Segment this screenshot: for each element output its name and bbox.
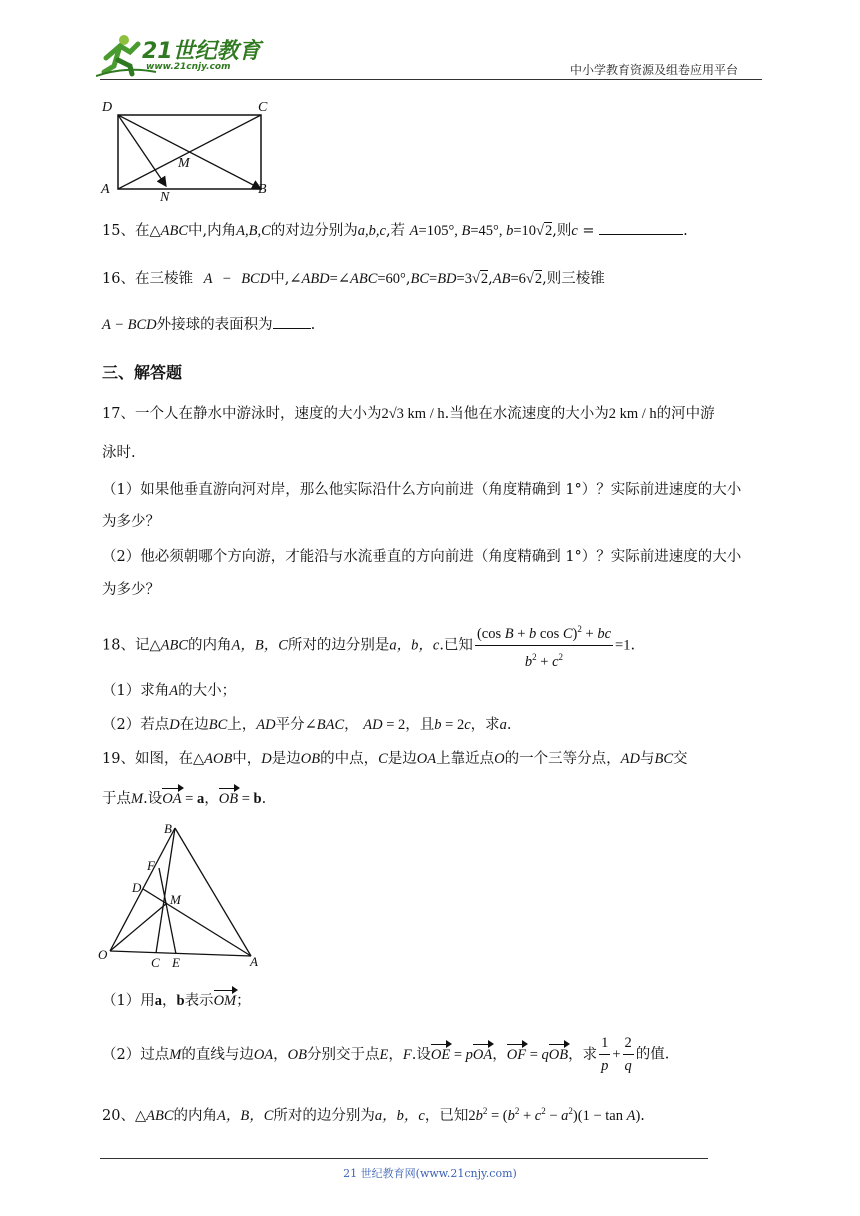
question-19-part1: （1）用a，b表示OM； bbox=[102, 990, 764, 1012]
answer-blank-16[interactable] bbox=[273, 328, 311, 329]
question-18-part2: （2）若点D在边BC上，AD平分∠BAC， AD = 2，且b = 2c，求a. bbox=[102, 717, 512, 733]
question-17-part2b: 为多少？ bbox=[102, 582, 160, 598]
q15-condition: A=105°, B=45°, b=10√2 bbox=[409, 223, 553, 239]
label-E: E bbox=[172, 955, 180, 970]
question-16: 16、在三棱锥 A − BCD中,∠ABD=∠ABC=60°,BC=BD=3√2,AB=6√2,则三棱锥 bbox=[102, 271, 605, 287]
question-20: 20、△ABC的内角A，B，C所对的边分别为a，b，c，已知$2b^2 = (b^2 + c^2 - a^2)(1 - \tan A)$. bbox=[102, 1106, 645, 1124]
header-rule bbox=[100, 79, 762, 80]
question-18-part1: （1）求角A的大小； bbox=[102, 683, 237, 699]
label-F: F bbox=[147, 858, 155, 873]
label-M: M bbox=[178, 156, 190, 171]
label-B: B bbox=[258, 182, 267, 197]
label-C: C bbox=[151, 955, 160, 970]
label-M: M bbox=[170, 892, 181, 907]
label-C: C bbox=[258, 100, 268, 115]
triangle-diagram bbox=[96, 818, 268, 976]
question-18: 18、记△ABC的内角A，B，C所对的边分别是a，b，c.已知 $\frac{(\cos B + b \cos C)^2 + bc}{b^2 + c^2}$ =1. bbox=[102, 618, 764, 673]
platform-name: 中小学教育资源及组卷应用平台 bbox=[570, 63, 739, 77]
question-19: 19、如图，在△AOB中，D是边OB的中点，C是边OA上靠近点O的一个三等分点，AD与BC交 bbox=[102, 751, 688, 767]
logo-url: www.21cnjy.com bbox=[146, 62, 231, 72]
answer-blank-15[interactable] bbox=[599, 234, 683, 235]
question-15: 15、在△ABC中,内角A,B,C的对边分别为a,b,c,若 A=105°, B=45°, b=10√2,则c = . bbox=[102, 223, 688, 239]
question-16-line2: A − BCD外接球的表面积为 . bbox=[102, 317, 316, 333]
label-A: A bbox=[101, 182, 110, 197]
figure-triangle bbox=[96, 818, 268, 976]
question-17: 17、一个人在静水中游泳时，速度的大小为2√3 km / h.当他在水流速度的大小为2 km / h的河中游 bbox=[102, 406, 715, 422]
label-D: D bbox=[102, 100, 113, 115]
question-17-line2: 泳时. bbox=[102, 445, 136, 461]
label-A: A bbox=[250, 954, 258, 969]
label-N: N bbox=[160, 190, 170, 205]
footer-rule bbox=[100, 1158, 708, 1159]
question-19-part2: （2）过点M的直线与边OA，OB分别交于点E，F.设OE = pOA，OF = qOB，求 $\frac{1}{p}$ + $\frac{2}{q}$ 的值. bbox=[102, 1032, 764, 1077]
label-O: O bbox=[98, 947, 108, 962]
logo bbox=[96, 32, 266, 78]
question-17-part2: （2）他必须朝哪个方向游，才能沿与水流垂直的方向前进（角度精确到 1°）？实际前进速度的大小 bbox=[102, 549, 742, 565]
label-D: D bbox=[132, 880, 142, 895]
figure-rectangle bbox=[98, 98, 278, 208]
logo-text: 21世纪教育 bbox=[142, 39, 261, 64]
q18-fraction: $\frac{(\cos B + b \cos C)^2 + bc}{b^2 + c^2}$ bbox=[475, 618, 613, 673]
question-17-part1: （1）如果他垂直游向河对岸，那么他实际沿什么方向前进（角度精确到 1°）？实际前进速度的大小 bbox=[102, 482, 742, 498]
question-19-line2: 于点M.设OA = a，OB = b. bbox=[102, 788, 764, 810]
question-17-part1b: 为多少？ bbox=[102, 514, 160, 530]
rectangle-vector-diagram bbox=[98, 98, 278, 208]
label-B: B bbox=[164, 821, 172, 836]
footer-text: 21 世纪教育网(www.21cnjy.com) bbox=[343, 1167, 517, 1180]
section-title: 三、解答题 bbox=[102, 363, 183, 382]
